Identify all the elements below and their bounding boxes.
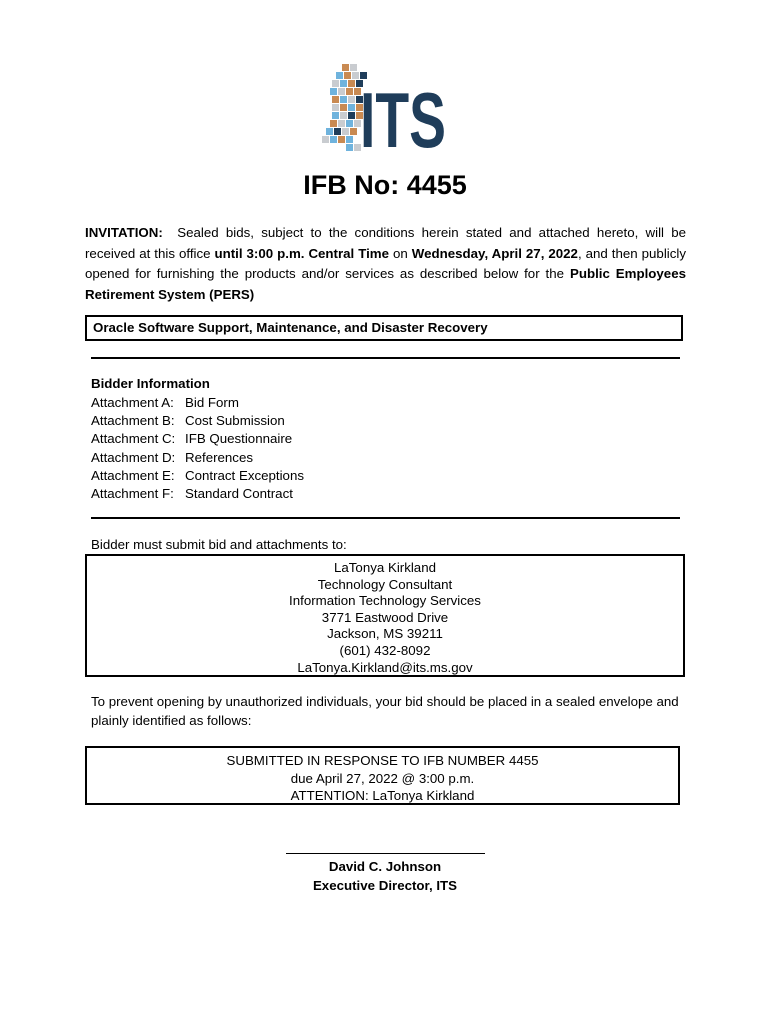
project-title-box — [85, 315, 683, 341]
logo-tile — [342, 64, 349, 71]
address-line: Technology Consultant — [317, 576, 453, 592]
logo-tile — [322, 136, 329, 143]
ifb-title: IFB No: 4455 — [303, 170, 467, 200]
logo-tile — [336, 72, 343, 79]
invitation-label: INVITATION: — [85, 225, 163, 240]
invitation-deadline: until 3:00 p.m. Central Time — [214, 245, 390, 261]
attachment-key: Attachment B: — [91, 413, 175, 429]
logo-tile — [346, 120, 353, 127]
attachment-item — [91, 412, 304, 430]
logo-tile — [350, 128, 357, 135]
logo-tile — [342, 128, 349, 135]
logo-tile — [338, 120, 345, 127]
divider-rule — [91, 357, 680, 359]
logo-tile — [346, 136, 353, 143]
attachment-item — [91, 394, 304, 412]
logo-tile — [340, 104, 347, 111]
logo-tile — [332, 80, 339, 87]
envelope-label-box — [85, 746, 680, 805]
attachment-item — [91, 430, 304, 448]
logo-tile — [332, 96, 339, 103]
logo-tile — [332, 112, 339, 119]
signature-block — [0, 857, 770, 895]
logo-tile — [334, 128, 341, 135]
logo-text: ITS — [360, 76, 446, 164]
envelope-label-lines — [87, 752, 678, 805]
attachment-key: Attachment F: — [91, 486, 174, 502]
attachment-key: Attachment C: — [91, 431, 176, 447]
address-line: LaTonya Kirkland — [333, 560, 436, 575]
logo-tile — [340, 96, 347, 103]
invitation-text-2: on — [393, 245, 408, 261]
invitation-agency: Public Employees Retirement System (PERS) — [85, 266, 686, 302]
attachment-name: Contract Exceptions — [185, 467, 304, 483]
attachment-item — [91, 485, 304, 503]
logo-tile — [350, 64, 357, 71]
logo-tile — [340, 112, 347, 119]
logo-tile — [348, 104, 355, 111]
bidder-info-heading: Bidder Information — [91, 376, 210, 391]
submit-instruction: Bidder must submit bid and attachments to: — [91, 537, 347, 552]
address-lines — [87, 560, 683, 676]
invitation-paragraph — [85, 223, 686, 305]
logo-tile — [340, 80, 347, 87]
sealed-envelope-instruction: To prevent opening by unauthorized individuals, your bid should be placed in a sealed envelope and plainly identified as follows: — [91, 694, 679, 728]
address-box — [85, 554, 685, 677]
logo-tile — [344, 72, 351, 79]
attachment-name: Bid Form — [185, 395, 239, 410]
logo-tile — [338, 136, 345, 143]
address-line: (601) 432-8092 — [339, 642, 431, 658]
logo-tile — [348, 112, 355, 119]
invitation-text-1: Sealed bids, subject to the conditions herein stated and attached hereto, will be received at this office — [85, 225, 687, 261]
its-logo — [322, 63, 448, 164]
attachment-key: Attachment E: — [91, 467, 175, 483]
attachment-name: References — [185, 449, 253, 465]
logo-tile — [348, 96, 355, 103]
invitation-text-3: , and then publicly opened for furnishing the products and/or services as described below for the — [85, 245, 686, 281]
attachment-key: Attachment A: — [91, 395, 174, 410]
attachment-item — [91, 467, 304, 485]
divider-rule — [91, 517, 680, 519]
logo-tile — [330, 136, 337, 143]
logo-tile — [348, 80, 355, 87]
logo-tile — [332, 104, 339, 111]
attachment-name: Standard Contract — [185, 486, 293, 502]
logo-tile — [352, 72, 359, 79]
address-line: 3771 Eastwood Drive — [321, 609, 449, 625]
signature-line — [286, 853, 485, 854]
logo-tile — [346, 88, 353, 95]
invitation-date: Wednesday, April 27, 2022 — [411, 245, 578, 261]
logo-tile — [346, 144, 353, 151]
signatory-title: Executive Director, ITS — [312, 878, 458, 893]
logo-tile — [326, 128, 333, 135]
envelope-label-line: SUBMITTED IN RESPONSE TO IFB NUMBER 4455 — [226, 753, 539, 768]
address-email: LaTonya.Kirkland@its.ms.gov — [297, 659, 473, 675]
attachment-item — [91, 449, 304, 467]
address-line: Information Technology Services — [289, 593, 481, 609]
attachment-name: IFB Questionnaire — [185, 431, 293, 447]
envelope-label-line: due April 27, 2022 @ 3:00 p.m. — [290, 770, 475, 786]
attachment-key: Attachment D: — [91, 449, 176, 465]
its-logo-mosaic — [322, 63, 448, 164]
logo-tile — [338, 88, 345, 95]
signatory-name: David C. Johnson — [328, 859, 442, 874]
logo-tile — [330, 88, 337, 95]
address-line: Jackson, MS 39211 — [327, 626, 443, 642]
attachment-name: Cost Submission — [185, 413, 285, 429]
attachment-list — [91, 394, 304, 503]
envelope-label-line: ATTENTION: LaTonya Kirkland — [290, 788, 475, 803]
project-title: Oracle Software Support, Maintenance, and Disaster Recovery — [93, 320, 488, 335]
logo-tile — [330, 120, 337, 127]
